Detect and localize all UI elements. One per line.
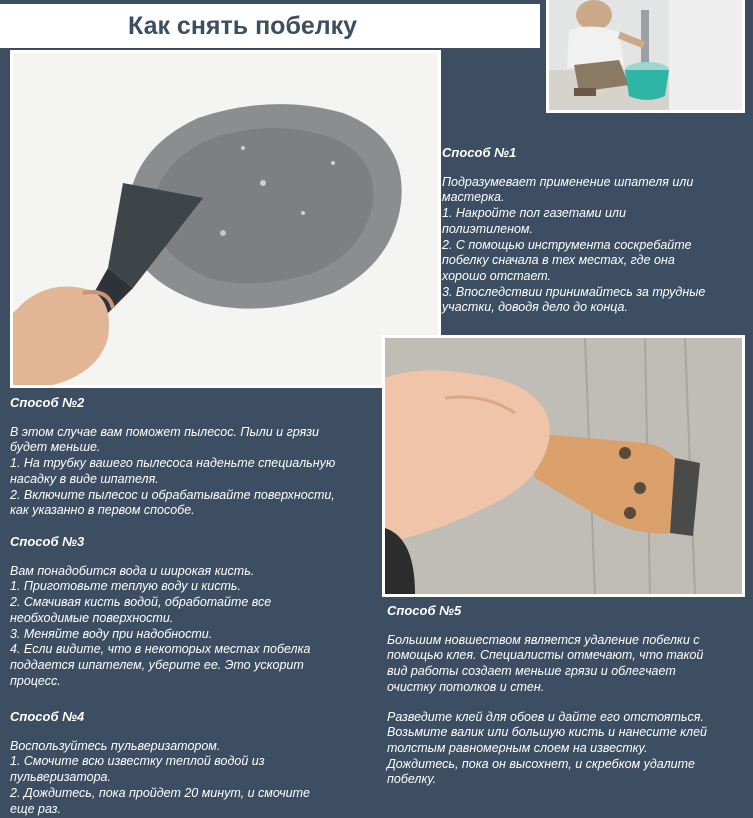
paragraph-gap [387, 696, 707, 710]
scraper-photo [382, 335, 745, 597]
method-1-line: 3. Впоследствии принимайтесь за трудные [442, 284, 706, 299]
method-1-line: мастерка. [442, 190, 505, 205]
method-4-heading: Способ №4 [10, 709, 85, 724]
method-4-line: еще раз. [10, 801, 61, 816]
method-2-line: В этом случае вам поможет пылесос. Пыли и грязи [10, 424, 320, 439]
method-3-line: 2. Смачивая кисть водой, обработайте все [10, 595, 272, 610]
method-2 [10, 395, 335, 519]
wooden-scraper-image [385, 338, 742, 594]
method-1-line: побелку сначала в тех местах, где она [442, 253, 675, 268]
method-3-line: 3. Меняйте воду при надобности. [10, 626, 213, 641]
method-3-line: поддается шпателем, уберите ее. Это ускорит [10, 657, 304, 672]
method-4 [10, 709, 310, 817]
main-photo [10, 50, 441, 388]
method-1-line: 1. Накройте пол газетами или [442, 206, 626, 221]
method-2-heading: Способ №2 [10, 395, 85, 410]
top-photo [546, 0, 745, 113]
title-bar [0, 0, 540, 48]
method-5-line: Разведите клей для обоев и дайте его отстояться. [387, 709, 704, 724]
method-3-line: 1. Приготовьте теплую воду и кисть. [10, 579, 241, 594]
person-with-bucket-image [549, 0, 742, 110]
method-5-line: побелку. [387, 772, 437, 787]
method-2-line: 2. Включите пылесос и обрабатывайте поверхности, [10, 487, 335, 502]
method-5-line: вид работы создает меньше грязи и облегчает [387, 664, 676, 679]
method-5-line: очистку потолков и стен. [387, 679, 545, 694]
method-5-line: помощью клея. Специалисты отмечают, что такой [387, 648, 704, 663]
method-2-line: как указанно в первом способе. [10, 503, 195, 518]
method-1-line: полиэтиленом. [442, 221, 533, 236]
method-4-line: пульверизатора. [10, 770, 111, 785]
spatula-scraping-image [13, 53, 438, 385]
method-5-line: Большим новшеством является удаление побелки с [387, 632, 700, 647]
method-3-line: Вам понадобится вода и широкая кисть. [10, 563, 255, 578]
method-4-line: 2. Дождитесь, пока пройдет 20 минут, и смочите [10, 785, 310, 800]
method-3-line: необходимые поверхности. [10, 610, 174, 625]
method-1 [442, 145, 705, 316]
method-1-line: участки, доводя дело до конца. [442, 300, 628, 315]
method-5-line: Возьмите валик или большую кисть и нанесите клей [387, 725, 707, 740]
method-1-line: хорошо отстает. [442, 268, 552, 283]
method-2-line: 1. На трубку вашего пылесоса наденьте специальную [10, 456, 336, 471]
method-1-line: Подразумевает применение шпателя или [442, 174, 694, 189]
page-title: Как снять побелку [128, 12, 358, 40]
method-3 [10, 534, 310, 689]
method-5-heading: Способ №5 [387, 603, 462, 618]
method-5 [387, 603, 707, 788]
method-4-line: Воспользуйтесь пульверизатором. [10, 738, 221, 753]
method-3-line: 4. Если видите, что в некоторых местах побелка [10, 642, 311, 657]
method-3-line: процесс. [10, 673, 61, 688]
method-3-heading: Способ №3 [10, 534, 85, 549]
method-4-line: 1. Смочите всю известку теплой водой из [10, 754, 265, 769]
method-1-heading: Способ №1 [442, 145, 517, 160]
method-1-line: 2. С помощью инструмента соскребайте [442, 237, 692, 252]
method-2-line: насадку в виде шпателя. [10, 471, 159, 486]
method-5-line: Дождитесь, пока он высохнет, и скребком удалите [387, 756, 695, 771]
method-2-line: будет меньше. [10, 440, 101, 455]
method-5-line: толстым равномерным слоем на известку. [387, 740, 648, 755]
